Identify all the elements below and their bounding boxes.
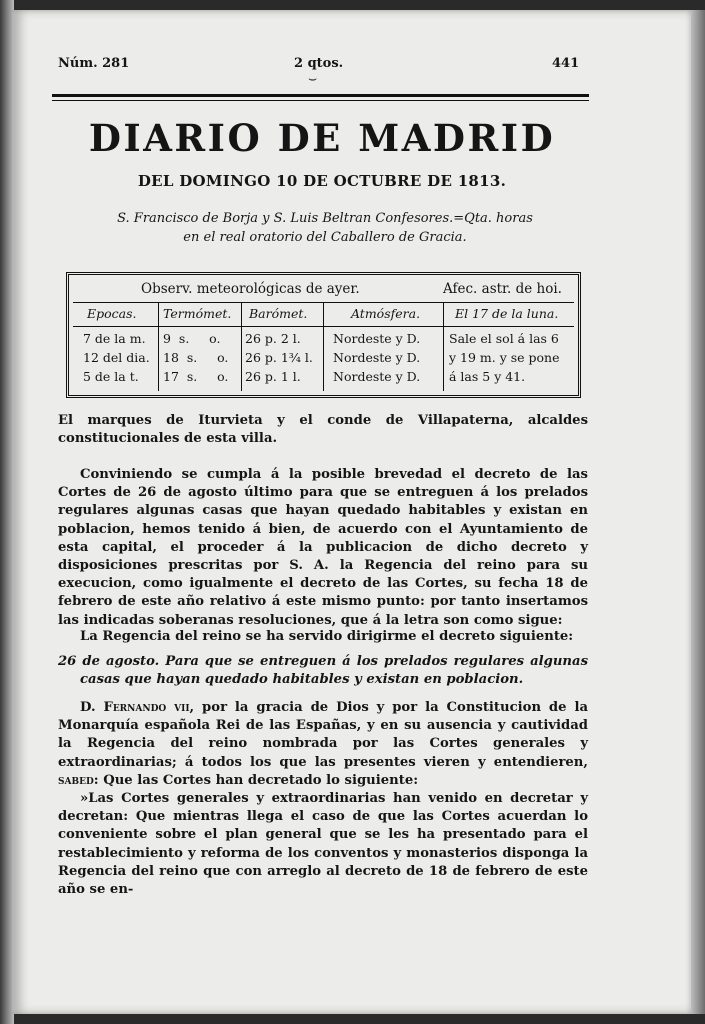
intro-paragraph xyxy=(58,412,588,448)
header-rule-thick xyxy=(52,94,589,97)
weather-heading: Observ. meteorológicas de ayer. xyxy=(141,281,360,297)
intro-text: El marques de Iturvieta y el conde de Villapaterna, alcaldes constitucionales de esta villa. xyxy=(58,413,588,447)
decree-title: Para que se entreguen á los prelados regulares algunas casas que hayan quedado habitables y existan en poblacion. xyxy=(80,654,588,688)
saints-notice xyxy=(60,209,590,247)
king-name: D. Fernando vii, xyxy=(80,700,195,715)
col-luna: El 17 de la luna. xyxy=(455,306,559,321)
col-barometro: Barómet. xyxy=(249,306,308,321)
decree-heading xyxy=(58,653,588,689)
row-2-barometro: 26 p. 1¾ l. xyxy=(245,350,313,365)
col-termometro: Termómet. xyxy=(163,306,232,321)
para-3-text: por la gracia de Dios y por la Constitucion de la Monarquía española Rei de las Españas, y en su ausencia y cautividad la Regencia del reino nombrada por las Cortes generales y extraordinarias; á todos los que las presentes vieren y entendieren, xyxy=(58,700,588,770)
page-edge xyxy=(691,10,705,1014)
row-2-atmosfera: Nordeste y D. xyxy=(333,350,421,365)
astro-heading: Afec. astr. de hoi. xyxy=(443,281,562,297)
para-3-end: Que las Cortes han decretado lo siguiente: xyxy=(103,772,419,788)
astro-line-3: á las 5 y 41. xyxy=(449,369,526,384)
issue-number: Núm. 281 xyxy=(58,56,130,71)
saints-line-1: S. Francisco de Borja y S. Luis Beltran Confesores.=Qta. horas xyxy=(117,211,533,226)
astro-line-2: y 19 m. y se pone xyxy=(449,350,560,365)
row-1-epoca: 7 de la m. xyxy=(83,331,146,346)
col-atmosfera: Atmósfera. xyxy=(351,306,421,321)
body-paragraph-4 xyxy=(58,790,588,899)
row-1-atmosfera: Nordeste y D. xyxy=(333,331,421,346)
para-4-text: »Las Cortes generales y extraordinarias han venido en decretar y decretan: Que mientras llega el caso de que las Cortes acuerdan lo conveniente sobre el plan general que se les ha presentado para el restablecimiento y reforma de los conventos y monasterios disponga la Regencia del reino que con arreglo al decreto de 18 de febrero de este año se en- xyxy=(58,791,588,898)
decree-date: 26 de agosto. xyxy=(58,654,160,669)
masthead-title: DIARIO DE MADRID xyxy=(88,116,556,160)
page-number: 441 xyxy=(552,56,580,71)
row-1-barometro: 26 p. 2 l. xyxy=(245,331,301,346)
col-divider xyxy=(158,303,159,391)
body-paragraph-2 xyxy=(58,628,588,646)
row-2-epoca: 12 del dia. xyxy=(83,350,150,365)
para-2-text: La Regencia del reino se ha servido dirigirme el decreto siguiente: xyxy=(80,629,574,644)
weather-table xyxy=(66,272,581,398)
row-2-termometro: 18 s. o. xyxy=(163,350,229,365)
row-3-atmosfera: Nordeste y D. xyxy=(333,369,421,384)
col-epocas: Epocas. xyxy=(87,306,137,321)
row-1-termometro: 9 s. o. xyxy=(163,331,221,346)
price: 2 qtos. xyxy=(294,56,344,71)
body-paragraph-1 xyxy=(58,466,588,630)
sabed-word: sabed: xyxy=(58,772,99,788)
header-rule-thin xyxy=(52,100,589,101)
col-divider xyxy=(443,303,444,391)
newspaper-page xyxy=(12,10,692,1014)
masthead-date: DEL DOMINGO 10 DE OCTUBRE DE 1813. xyxy=(137,172,507,190)
saints-line-2: en el real oratorio del Caballero de Gracia. xyxy=(183,230,467,245)
col-divider xyxy=(241,303,242,391)
astro-line-1: Sale el sol á las 6 xyxy=(449,331,559,346)
flourish-ornament: ⌣ xyxy=(308,71,318,87)
col-divider xyxy=(323,303,324,391)
body-paragraph-3 xyxy=(58,699,588,790)
row-3-termometro: 17 s. o. xyxy=(163,369,229,384)
row-3-barometro: 26 p. 1 l. xyxy=(245,369,301,384)
row-3-epoca: 5 de la t. xyxy=(83,369,139,384)
para-1-text: Conviniendo se cumpla á la posible brevedad el decreto de las Cortes de 26 de agosto último para que se entreguen á los prelados regulares algunas casas que hayan quedado habitables y existan en poblacion, hemos tenido á bien, de acuerdo con el Ayuntamiento de esta capital, el proceder á la publicacion de dicho decreto y disposiciones prescritas por S. A. la Regencia del reino para su execucion, como igualmente el decreto de las Cortes, su fecha 18 de febrero de este año relativo á este mismo punto: por tanto insertamos las indicadas soberanas resoluciones, que á la letra son como sigue: xyxy=(58,467,588,628)
